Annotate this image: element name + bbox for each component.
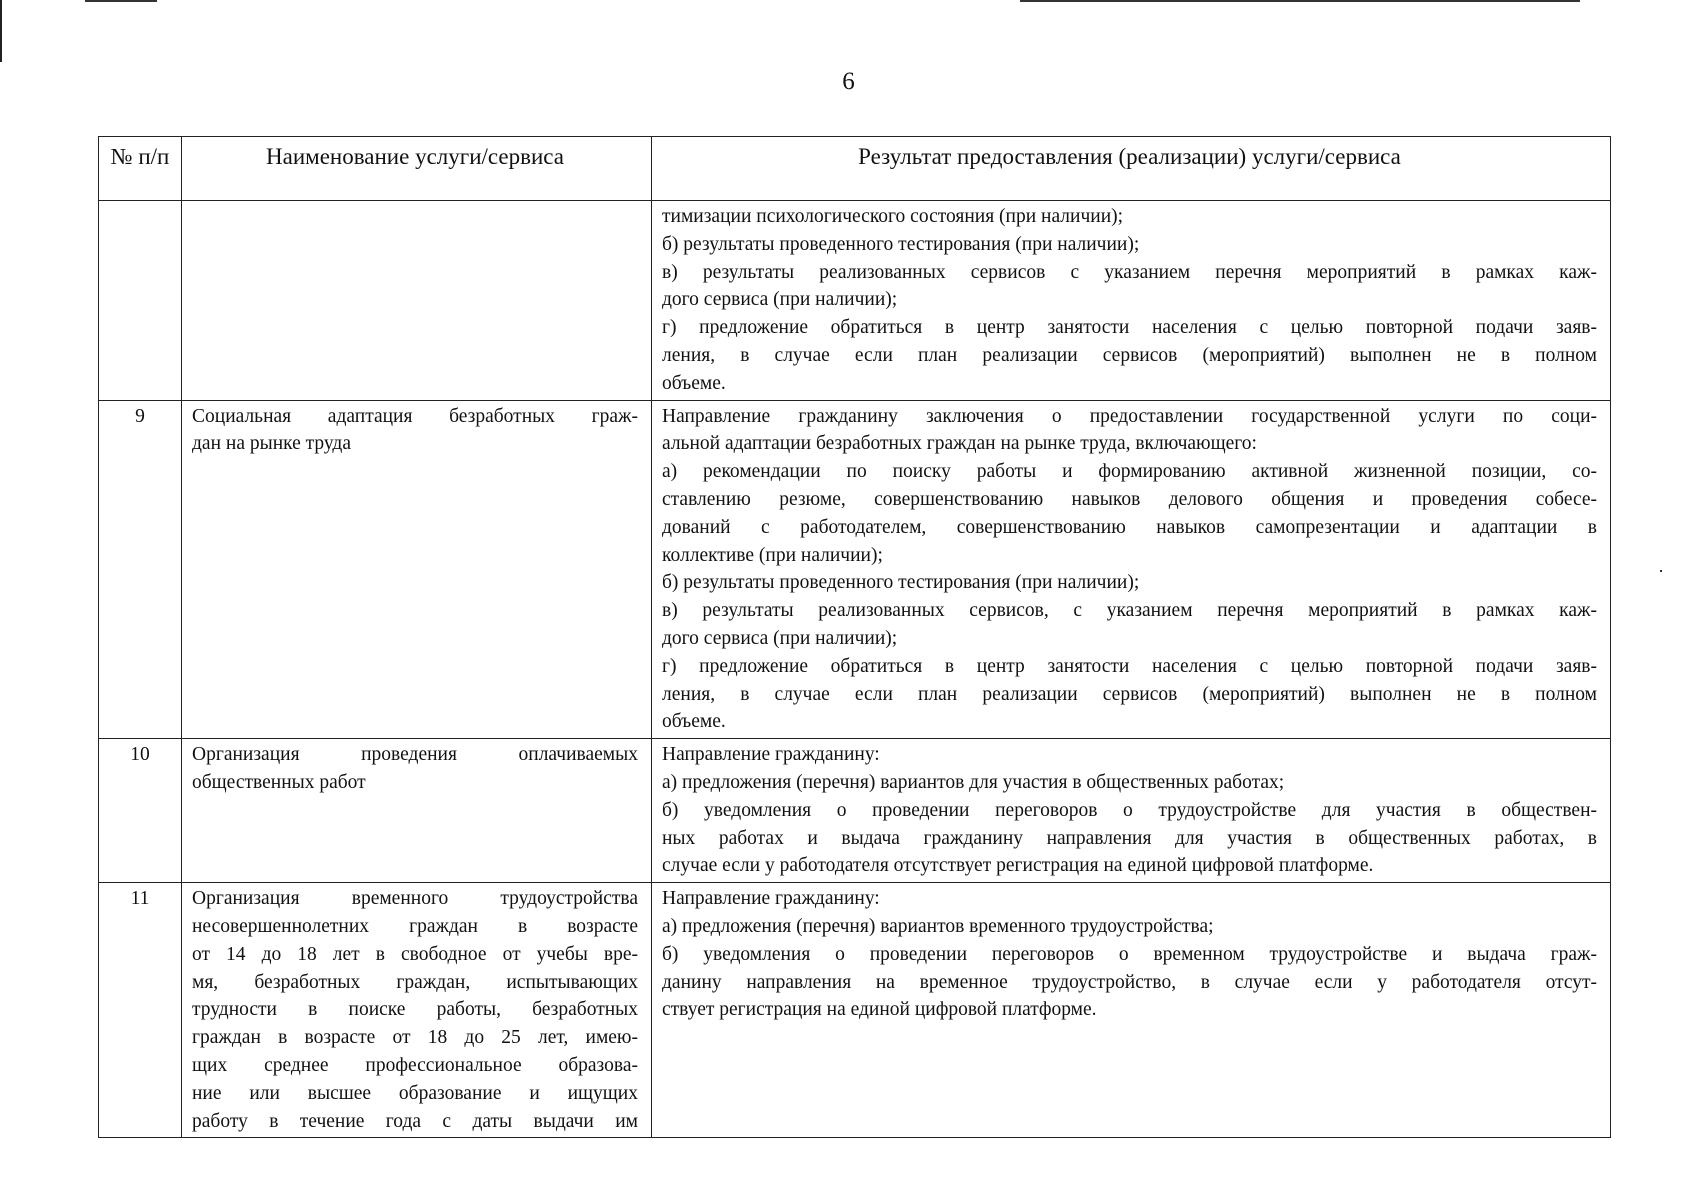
scan-edge-top <box>85 0 157 2</box>
row-number-cell: 10 <box>99 739 182 883</box>
name-line: граждан в возрасте от 18 до 25 лет, имею- <box>192 1027 638 1049</box>
services-table <box>98 136 1611 1138</box>
result-line: в) результаты реализованных сервисов с указанием перечня мероприятий в рамках каж- <box>662 261 1597 283</box>
result-line: дого сервиса (при наличии); <box>662 627 898 649</box>
result-line: Направление гражданину: <box>662 744 880 766</box>
header-name: Наименование услуги/сервиса <box>182 137 652 201</box>
result-line: ных работах и выдача гражданину направления для участия в общественных работах, в <box>662 827 1597 849</box>
name-line: Организация проведения оплачиваемых <box>192 744 638 766</box>
result-line: ставлению резюме, совершенствованию навыков делового общения и проведения собесе- <box>662 488 1597 510</box>
row-number-cell: 9 <box>99 400 182 739</box>
row-number-cell: 11 <box>99 883 182 1138</box>
table-row <box>99 883 1611 1138</box>
name-line: от 14 до 18 лет в свободное от учебы вре- <box>192 943 638 965</box>
result-line: данину направления на временное трудоустройство, в случае если у работодателя отсут- <box>662 971 1597 993</box>
result-line: случае если у работодателя отсутствует регистрация на единой цифровой платформе. <box>662 855 1374 877</box>
result-line: дого сервиса (при наличии); <box>662 289 898 311</box>
result-line: в) результаты реализованных сервисов, с указанием перечня мероприятий в рамках каж- <box>662 600 1597 622</box>
result-line: дований с работодателем, совершенствованию навыков самопрезентации и адаптации в <box>662 516 1597 538</box>
result-line: б) уведомления о проведении переговоров о трудоустройстве для участия в обществен- <box>662 799 1597 821</box>
row-name-cell <box>182 883 652 1138</box>
row-result-cell <box>652 739 1611 883</box>
name-line: Организация временного трудоустройства <box>192 888 638 910</box>
result-line: коллективе (при наличии); <box>662 544 883 566</box>
result-line: б) результаты проведенного тестирования (при наличии); <box>662 572 1140 594</box>
scan-speck <box>1660 570 1662 572</box>
result-line: объеме. <box>662 372 726 394</box>
table-row <box>99 739 1611 883</box>
row-number-cell <box>99 201 182 401</box>
result-line: Направление гражданину заключения о предоставлении государственной услуги по соци- <box>662 405 1597 427</box>
name-line: общественных работ <box>192 771 366 793</box>
result-line: ствует регистрация на единой цифровой платформе. <box>662 999 1097 1021</box>
table-row-continuation <box>99 201 1611 401</box>
row-result-cell <box>652 883 1611 1138</box>
table-row <box>99 400 1611 739</box>
result-line: б) уведомления о проведении переговоров о временном трудоустройстве и выдача граж- <box>662 943 1597 965</box>
row-result-cell <box>652 400 1611 739</box>
row-name-cell <box>182 201 652 401</box>
name-line: щих среднее профессиональное образова- <box>192 1054 638 1076</box>
page-number: 6 <box>842 68 855 95</box>
header-number <box>99 137 182 201</box>
name-line: Социальная адаптация безработных граж- <box>192 405 638 427</box>
result-line: а) предложения (перечня) вариантов временного трудоустройства; <box>662 915 1214 937</box>
name-line: дан на рынке труда <box>192 433 352 455</box>
name-line: ние или высшее образование и ищущих <box>192 1082 638 1104</box>
result-line: б) результаты проведенного тестирования (при наличии); <box>662 233 1140 255</box>
result-line: Направление гражданину: <box>662 888 880 910</box>
table-header-row <box>99 137 1611 201</box>
result-line: г) предложение обратиться в центр занятости населения с целью повторной подачи заяв- <box>662 317 1597 339</box>
row-name-cell <box>182 739 652 883</box>
name-line: работу в течение года с даты выдачи им <box>192 1110 638 1132</box>
row-result-cell <box>652 201 1611 401</box>
result-line: альной адаптации безработных граждан на рынке труда, включающего: <box>662 433 1257 455</box>
result-line: тимизации психологического состояния (при наличии); <box>662 206 1124 227</box>
result-line: ления, в случае если план реализации сервисов (мероприятий) выполнен не в полном <box>662 683 1597 705</box>
result-line: объеме. <box>662 711 726 733</box>
name-line: несовершеннолетних граждан в возрасте <box>192 915 638 937</box>
scan-edge-top <box>1020 0 1580 2</box>
result-line: ления, в случае если план реализации сервисов (мероприятий) выполнен не в полном <box>662 344 1597 366</box>
name-line: мя, безработных граждан, испытывающих <box>192 971 638 993</box>
row-name-cell <box>182 400 652 739</box>
header-number-text: № п/п <box>110 144 170 169</box>
result-line: а) рекомендации по поиску работы и формированию активной жизненной позиции, со- <box>662 461 1597 483</box>
result-line: а) предложения (перечня) вариантов для участия в общественных работах; <box>662 771 1285 793</box>
header-result: Результат предоставления (реализации) услуги/сервиса <box>652 137 1611 201</box>
scan-edge-left <box>0 0 2 62</box>
result-line: г) предложение обратиться в центр занятости населения с целью повторной подачи заяв- <box>662 655 1597 677</box>
name-line: трудности в поиске работы, безработных <box>192 999 638 1021</box>
